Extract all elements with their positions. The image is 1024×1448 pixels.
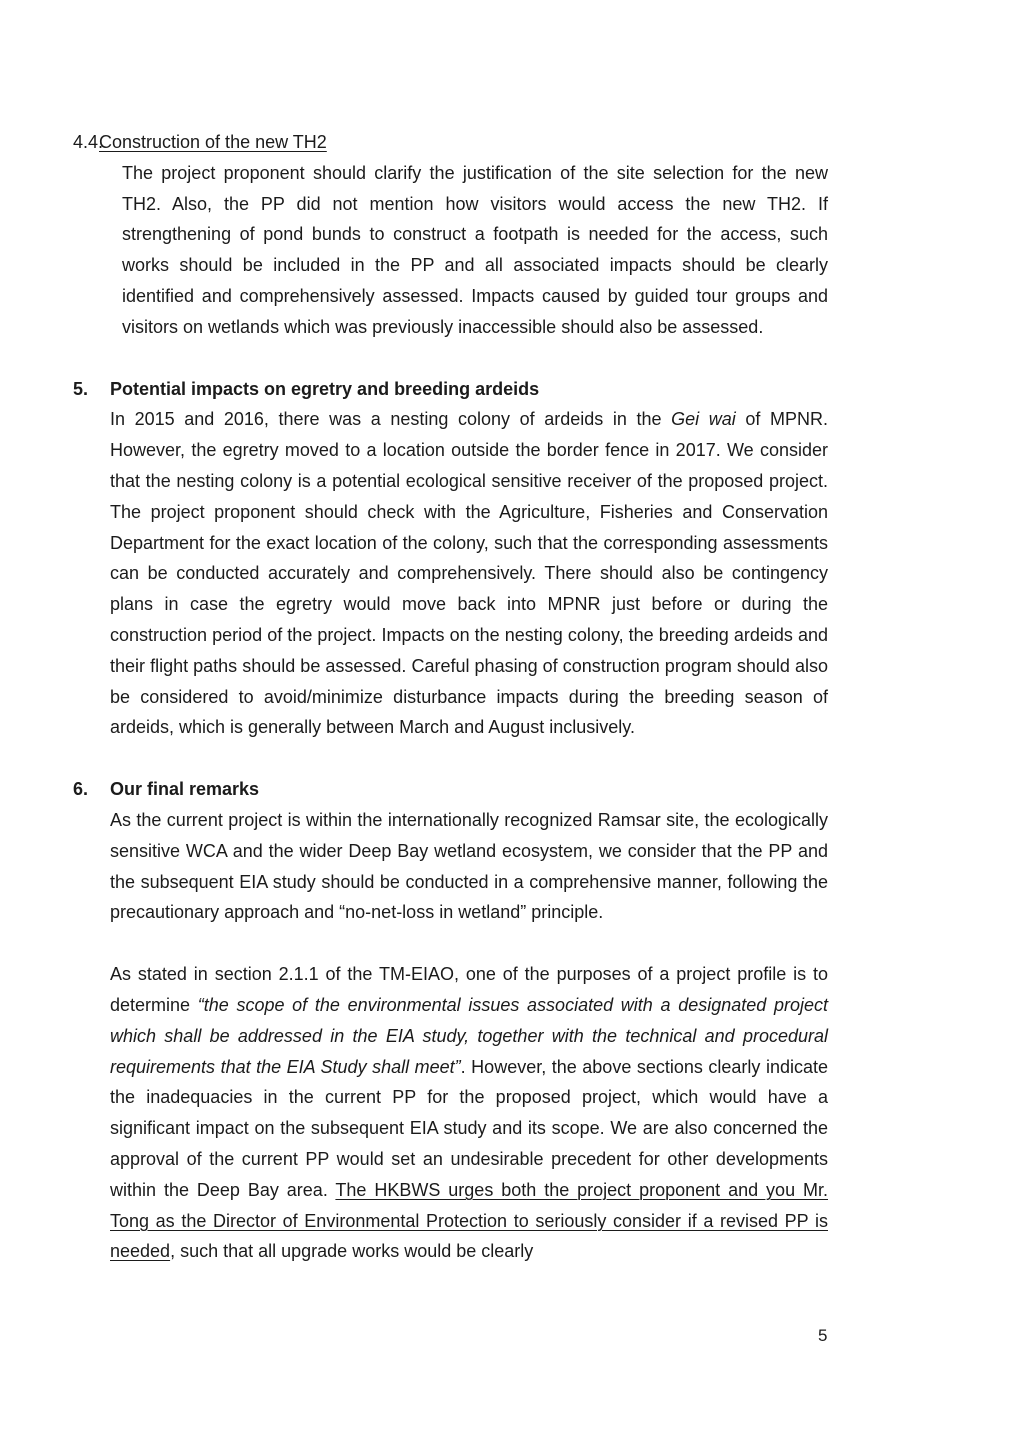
text-run: . However, the above sections clearly indicate the inadequacies in the current PP for the proposed project, which would have a significant impact on the subsequent EIA study and its scope. We are also concerned the approval of the current PP would set an undesirable precedent for other developments within the Deep Bay area. (110, 1056, 828, 1200)
section-heading-row (0, 127, 1024, 158)
section-heading: Potential impacts on egretry and breeding ardeids (110, 378, 540, 399)
section-egretry-impacts (0, 374, 1024, 744)
paragraph (110, 404, 828, 743)
section-heading: Construction of the new TH2 (99, 132, 327, 152)
paragraph (110, 805, 828, 928)
paragraph (122, 158, 828, 343)
page-number: 5 (818, 1326, 828, 1345)
text-run-italic: Gei wai (671, 409, 736, 430)
section-final-remarks (0, 774, 1024, 1267)
section-heading-row (0, 374, 1024, 405)
section-number: 6. (73, 779, 89, 800)
section-construction-new-th2 (0, 127, 1024, 343)
section-heading: Our final remarks (110, 779, 260, 800)
paragraph (110, 959, 828, 1267)
text-run-underlined: The HKBWS urges both the project proponent and you Mr. Tong as the Director of Environmental Protection to seriously consider if a revised PP is needed (110, 1179, 828, 1262)
text-run: In 2015 and 2016, there was a nesting colony of ardeids in the (110, 409, 672, 430)
text-run: As stated in section 2.1.1 of the TM-EIAO, one of the purposes of a project profile is to determine (110, 964, 828, 1015)
section-number: 4.4. (73, 132, 104, 152)
section-heading-row (0, 774, 1024, 805)
text-run: of MPNR. However, the egretry moved to a location outside the border fence in 2017. We consider that the nesting colony is a potential ecological sensitive receiver of the proposed project. The project proponent should check with the Agriculture, Fisheries and Conservation Department for the exact location of the colony, such that the corresponding assessments can be conducted accurately and comprehensively. There should also be contingency plans in case the egretry would move back into MPNR just before or during the construction period of the project. Impacts on the nesting colony, the breeding ardeids and their flight paths should be assessed. Careful phasing of construction program should also be considered to avoid/minimize disturbance impacts during the breeding season of ardeids, which is generally between March and August inclusively. (110, 409, 828, 738)
text-run: , such that all upgrade works would be clearly (170, 1241, 534, 1262)
text-run: The project proponent should clarify the justification of the site selection for the new TH2. Also, the PP did not mention how visitors would access the new TH2. If strengthening of pond bunds to construct a footpath is needed for the access, such works should be included in the PP and all associated impacts should be clearly identified and comprehensively assessed. Impacts caused by guided tour groups and visitors on wetlands which was previously inaccessible should also be assessed. (122, 162, 828, 337)
document-content (0, 127, 1024, 1267)
section-number: 5. (73, 378, 89, 399)
text-run: As the current project is within the internationally recognized Ramsar site, the ecologically sensitive WCA and the wider Deep Bay wetland ecosystem, we consider that the PP and the subsequent EIA study should be conducted in a comprehensive manner, following the precautionary approach and “no-net-loss in wetland” principle. (110, 809, 828, 923)
text-run-italic-quote: “the scope of the environmental issues associated with a designated project which shall be addressed in the EIA study, together with the technical and procedural requirements that the EIA Study shall meet” (110, 994, 828, 1077)
